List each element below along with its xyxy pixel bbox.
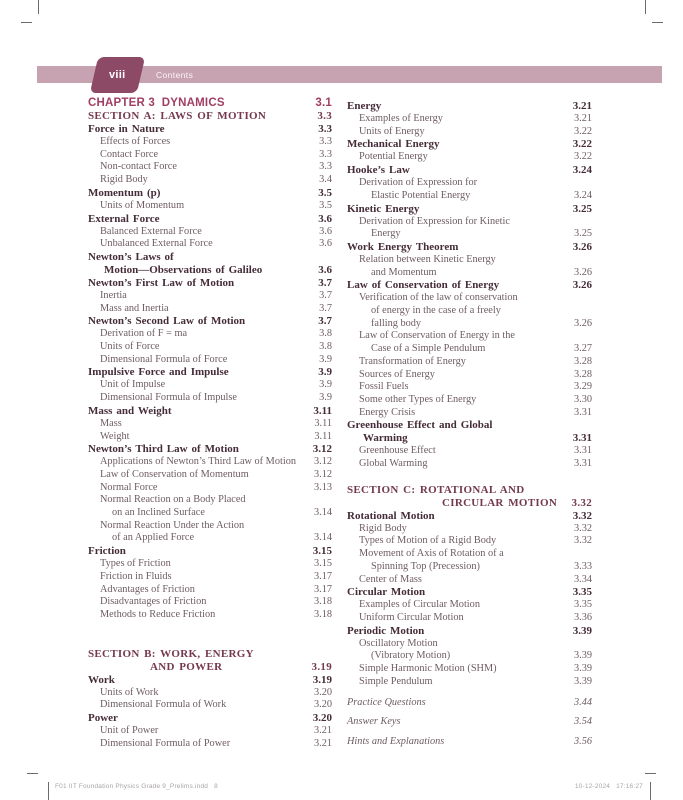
crop-mark <box>652 22 663 23</box>
toc-entry-label: Global Warming <box>359 458 428 470</box>
toc-entry <box>347 510 592 523</box>
toc-entry-page: 3.6 <box>318 263 332 276</box>
toc-entry-label: CHAPTER 3 DYNAMICS <box>88 97 225 109</box>
toc-entry-page: 3.9 <box>319 392 332 404</box>
toc-entry-page: 3.17 <box>313 570 332 582</box>
footer-filename: F01 IIT Foundation Physics Grade 9_Prelims.indd 8 <box>55 783 218 790</box>
toc-entry-label: Kinetic Energy <box>347 202 420 215</box>
toc-entry-label: Units of Work <box>100 686 159 698</box>
toc-entry-label: Hooke’s Law <box>347 164 410 177</box>
toc-entry <box>347 138 592 151</box>
toc-entry-page: 3.3 <box>319 136 332 147</box>
toc-entry <box>88 366 332 379</box>
toc-entry-label: Law of Conservation of Momentum <box>100 468 249 480</box>
toc-entry-page: 3.18 <box>313 596 332 608</box>
toc-entry <box>88 264 332 277</box>
toc-entry-label: Elastic Potential Energy <box>371 189 471 201</box>
toc-entry-page: 3.19 <box>311 660 332 673</box>
toc-entry-label: Effects of Forces <box>100 136 171 147</box>
toc-entry-label: Verification of the law of conservation <box>359 292 518 304</box>
toc-entry-page: 3.35 <box>573 599 592 611</box>
toc-entry-label: Dimensional Formula of Work <box>100 699 227 711</box>
toc-entry-page: 3.12 <box>313 456 332 468</box>
toc-entry <box>347 254 592 267</box>
toc-entry <box>347 676 592 689</box>
toc-entry <box>347 305 592 318</box>
toc-entry-label: Warming <box>363 432 408 445</box>
toc-entry <box>347 369 592 382</box>
toc-entry-label: Dimensional Formula of Impulse <box>100 392 237 404</box>
toc-entry-page: 3.20 <box>313 686 332 698</box>
toc-entry-label: Motion—Observations of Galileo <box>104 263 263 276</box>
page-number-tab <box>90 57 145 93</box>
toc-entry-label: AND POWER <box>150 660 223 673</box>
toc-entry <box>347 638 592 651</box>
toc-entry-label: Circular Motion <box>347 586 426 599</box>
toc-entry <box>88 238 332 251</box>
toc-entry-label: Spinning Top (Precession) <box>371 560 480 572</box>
toc-entry-label: Unit of Power <box>100 725 159 737</box>
toc-entry <box>347 216 592 229</box>
toc-entry-page: 3.31 <box>573 458 592 470</box>
toc-entry <box>88 558 332 571</box>
toc-entry-label: Simple Pendulum <box>359 675 433 687</box>
toc-entry <box>88 187 332 200</box>
toc-entry-page: 3.7 <box>319 289 332 301</box>
toc-entry <box>347 523 592 536</box>
toc-entry-label: Derivation of F = ma <box>100 328 188 340</box>
toc-entry-page: 3.31 <box>573 406 592 418</box>
toc-entry <box>347 190 592 203</box>
toc-entry-page: 3.14 <box>313 532 332 544</box>
crop-mark <box>27 773 38 774</box>
toc-entry <box>347 458 592 471</box>
toc-entry-label: and Momentum <box>371 266 437 278</box>
toc-entry-label: Derivation of Expression for <box>359 177 478 189</box>
toc-entry-label: Units of Energy <box>359 125 425 137</box>
toc-entry-label: Greenhouse Effect and Global <box>347 419 493 432</box>
toc-entry-page: 3.19 <box>312 673 332 686</box>
toc-entry-label: Unbalanced External Force <box>100 238 213 250</box>
toc-entry <box>88 149 332 162</box>
toc-entry-page: 3.3 <box>319 148 332 160</box>
toc-entry-page: 3.6 <box>319 225 332 237</box>
toc-entry <box>347 586 592 599</box>
toc-entry <box>347 177 592 190</box>
toc-entry <box>347 164 592 177</box>
toc-entry <box>88 303 332 316</box>
toc-entry <box>88 97 332 110</box>
toc-entry-page: 3.20 <box>313 699 332 711</box>
toc-entry <box>88 315 332 328</box>
toc-entry-page: 3.36 <box>573 611 592 623</box>
toc-entry-label: Friction in Fluids <box>100 570 172 582</box>
toc-entry-label: Types of Friction <box>100 558 171 570</box>
toc-entry-page: 3.18 <box>313 608 332 620</box>
toc-entry-page: 3.25 <box>572 202 592 215</box>
toc-entry <box>347 228 592 241</box>
toc-entry-page: 3.56 <box>573 735 592 747</box>
toc-entry-label: Types of Motion of a Rigid Body <box>359 535 497 547</box>
toc-entry-label: Law of Conservation of Energy <box>347 279 500 292</box>
toc-entry <box>347 356 592 369</box>
toc-entry-label: Rigid Body <box>359 522 407 534</box>
toc-entry-page: 3.21 <box>573 113 592 124</box>
toc-entry-label: Contact Force <box>100 148 159 160</box>
toc-entry <box>347 279 592 292</box>
toc-entry-page: 3.6 <box>318 212 332 225</box>
toc-entry-label: Energy <box>347 100 382 112</box>
toc-entry <box>347 203 592 216</box>
toc-entry-label: Movement of Axis of Rotation of a <box>359 548 504 560</box>
toc-entry-label: falling body <box>371 317 422 329</box>
toc-entry-label: Potential Energy <box>359 151 428 163</box>
toc-entry-page: 3.15 <box>313 558 332 570</box>
toc-entry <box>347 343 592 356</box>
toc-entry-label: (Vibratory Motion) <box>371 650 451 662</box>
toc-entry <box>347 151 592 164</box>
toc-entry-page: 3.21 <box>313 725 332 737</box>
toc-entry-label: Dimensional Formula of Force <box>100 353 228 365</box>
toc-entry <box>347 407 592 420</box>
toc-entry <box>347 484 592 497</box>
toc-entry-page: 3.7 <box>318 276 332 289</box>
toc-entry-label: Transformation of Energy <box>359 355 466 367</box>
toc-entry-page: 3.12 <box>312 443 332 456</box>
toc-entry-label: Energy <box>371 228 401 240</box>
toc-entry-label: Center of Mass <box>359 573 422 585</box>
toc-entry-page: 3.12 <box>313 468 332 480</box>
toc-entry-page: 3.26 <box>573 266 592 278</box>
toc-entry <box>88 354 332 367</box>
toc-entry-page: 3.31 <box>573 445 592 457</box>
toc-entry-page: 3.33 <box>573 560 592 572</box>
toc-entry <box>347 432 592 445</box>
toc-entry <box>88 687 332 700</box>
toc-entry-page: 3.11 <box>314 417 332 429</box>
toc-entry-page: 3.32 <box>572 509 592 522</box>
crop-mark <box>21 22 32 23</box>
toc-entry-page: 3.39 <box>573 663 592 675</box>
toc-entry-label: Impulsive Force and Impulse <box>88 366 229 379</box>
toc-entry-page: 3.35 <box>572 586 592 599</box>
crop-mark <box>645 0 646 14</box>
toc-entry <box>347 561 592 574</box>
toc-entry-label: Weight <box>100 430 130 442</box>
toc-entry-label: Derivation of Expression for Kinetic <box>359 215 510 227</box>
toc-entry-page: 3.39 <box>573 675 592 687</box>
toc-entry-page: 3.11 <box>314 430 332 442</box>
toc-entry-page: 3.39 <box>572 624 592 637</box>
footer-timestamp: 10-12-2024 17:16:27 <box>574 783 643 790</box>
toc-entry-page: 3.31 <box>572 432 592 445</box>
toc-entry <box>88 431 332 444</box>
toc-entry <box>88 532 332 545</box>
toc-entry <box>88 507 332 520</box>
toc-entry <box>88 277 332 290</box>
toc-entry-label: Sources of Energy <box>359 368 435 380</box>
toc-entry <box>347 445 592 458</box>
toc-entry-label: Greenhouse Effect <box>359 445 436 457</box>
toc-entry <box>88 405 332 418</box>
toc-entry-page: 3.9 <box>318 366 332 379</box>
toc-entry-label: on an Inclined Surface <box>112 507 205 519</box>
toc-entry-page: 3.5 <box>319 199 332 211</box>
toc-entry <box>347 267 592 280</box>
toc-entry <box>88 661 332 674</box>
toc-entry <box>88 545 332 558</box>
toc-entry-label: SECTION A: LAWS OF MOTION <box>88 110 267 122</box>
toc-entry <box>88 226 332 239</box>
toc-entry-page: 3.22 <box>573 125 592 137</box>
toc-entry-label: Periodic Motion <box>347 624 425 637</box>
toc-entry <box>88 379 332 392</box>
toc-entry <box>88 328 332 341</box>
toc-column-right <box>347 100 592 749</box>
toc-entry-label: Some other Types of Energy <box>359 393 477 405</box>
toc-entry-label: Units of Force <box>100 341 160 353</box>
toc-entry-page: 3.22 <box>573 151 592 163</box>
toc-column-left <box>88 97 332 751</box>
toc-entry <box>88 456 332 469</box>
crop-mark <box>38 0 39 14</box>
toc-entry-page: 3.13 <box>313 481 332 493</box>
toc-entry <box>347 697 592 710</box>
page-number-label: viii <box>109 69 126 81</box>
toc-entry-label: Case of a Simple Pendulum <box>371 343 486 355</box>
toc-entry-page: 3.30 <box>573 393 592 405</box>
toc-entry <box>347 716 592 729</box>
toc-entry <box>88 469 332 482</box>
toc-entry-page: 3.4 <box>319 174 332 186</box>
toc-entry-label: Oscillatory Motion <box>359 637 438 649</box>
toc-entry <box>347 663 592 676</box>
crop-mark <box>645 773 656 774</box>
toc-entry <box>347 394 592 407</box>
toc-entry-page: 3.6 <box>319 238 332 250</box>
toc-entry-label: Newton’s Third Law of Motion <box>88 443 239 456</box>
toc-entry <box>88 738 332 751</box>
toc-entry-label: Fossil Fuels <box>359 381 409 393</box>
toc-entry <box>88 699 332 712</box>
toc-entry <box>88 674 332 687</box>
toc-entry <box>88 520 332 533</box>
toc-entry <box>88 213 332 226</box>
toc-entry <box>347 241 592 254</box>
toc-entry-label: Advantages of Friction <box>100 583 195 595</box>
toc-entry <box>88 584 332 597</box>
toc-entry-label: Disadvantages of Friction <box>100 596 207 608</box>
toc-entry-label: Unit of Impulse <box>100 379 166 391</box>
toc-entry-label: Normal Reaction on a Body Placed <box>100 494 246 506</box>
toc-entry-page: 3.29 <box>573 381 592 393</box>
toc-entry <box>347 625 592 638</box>
toc-entry-label: Rotational Motion <box>347 509 435 522</box>
toc-entry <box>88 123 332 136</box>
toc-entry-page: 3.11 <box>313 404 332 417</box>
toc-entry-label: Units of Momentum <box>100 199 185 211</box>
toc-entry-label: Work Energy Theorem <box>347 240 459 253</box>
toc-entry <box>347 612 592 625</box>
toc-entry-page: 3.9 <box>319 379 332 391</box>
toc-entry-page: 3.17 <box>313 583 332 595</box>
toc-entry-label: Simple Harmonic Motion (SHM) <box>359 663 497 675</box>
toc-entry-label: Examples of Energy <box>359 113 443 124</box>
toc-entry <box>88 341 332 354</box>
toc-entry-label: Inertia <box>100 289 127 301</box>
toc-entry-label: Balanced External Force <box>100 225 202 237</box>
toc-entry-label: Newton’s First Law of Motion <box>88 276 235 289</box>
toc-entry <box>88 251 332 264</box>
toc-entry-page: 3.7 <box>318 315 332 328</box>
toc-entry <box>88 596 332 609</box>
toc-entry-label: Mass and Inertia <box>100 302 169 314</box>
toc-entry <box>347 381 592 394</box>
toc-entry-page: 3.32 <box>573 522 592 534</box>
toc-entry-page: 3.44 <box>573 696 592 708</box>
toc-entry <box>347 419 592 432</box>
toc-entry-label: Friction <box>88 545 126 558</box>
toc-entry-label: Examples of Circular Motion <box>359 599 480 611</box>
toc-entry <box>347 736 592 749</box>
toc-entry-label: Applications of Newton’s Third Law of Motion <box>100 456 296 468</box>
toc-entry-label: Hints and Explanations <box>347 735 445 747</box>
toc-entry-page: 3.9 <box>319 353 332 365</box>
toc-entry <box>88 418 332 431</box>
toc-entry-label: Methods to Reduce Friction <box>100 608 216 620</box>
toc-entry-page: 3.3 <box>319 161 332 173</box>
toc-entry-label: Energy Crisis <box>359 406 416 418</box>
toc-entry-page: 3.26 <box>572 240 592 253</box>
toc-entry <box>347 126 592 139</box>
toc-entry <box>88 482 332 495</box>
toc-entry <box>88 443 332 456</box>
toc-entry-label: Mass and Weight <box>88 404 172 417</box>
toc-entry-page: 3.21 <box>572 100 592 112</box>
toc-entry-label: Work <box>88 673 115 686</box>
toc-entry-label: Dimensional Formula of Power <box>100 737 231 749</box>
toc-entry-label: Normal Reaction Under the Action <box>100 519 245 531</box>
toc-entry-label: Uniform Circular Motion <box>359 611 464 623</box>
toc-entry-label: Practice Questions <box>347 696 426 708</box>
toc-entry <box>347 100 592 113</box>
toc-entry <box>88 494 332 507</box>
toc-entry <box>88 110 332 123</box>
toc-entry-label: SECTION B: WORK, ENERGY <box>88 647 254 660</box>
toc-entry-page: 3.1 <box>315 97 332 109</box>
toc-entry-label: of an Applied Force <box>112 532 195 544</box>
toc-entry-page: 3.26 <box>572 279 592 292</box>
toc-entry-label: Power <box>88 712 118 725</box>
toc-entry-label: Momentum (p) <box>88 186 161 199</box>
toc-entry-page: 3.27 <box>573 343 592 355</box>
toc-entry-label: Non-contact Force <box>100 161 177 173</box>
toc-entry <box>88 161 332 174</box>
toc-entry-page: 3.15 <box>312 545 332 558</box>
toc-entry-page: 3.24 <box>573 189 592 201</box>
toc-entry <box>347 535 592 548</box>
toc-entry <box>347 318 592 331</box>
toc-entry-page: 3.32 <box>571 496 592 509</box>
toc-entry <box>88 290 332 303</box>
toc-entry-page: 3.20 <box>312 712 332 725</box>
toc-entry <box>88 136 332 149</box>
toc-entry <box>88 571 332 584</box>
toc-entry-page: 3.39 <box>573 650 592 662</box>
toc-entry-page: 3.3 <box>317 110 332 122</box>
toc-entry-page: 3.54 <box>573 716 592 728</box>
toc-entry-label: Mass <box>100 417 122 429</box>
toc-entry <box>88 609 332 622</box>
toc-entry-page: 3.25 <box>573 228 592 240</box>
toc-entry-label: SECTION C: ROTATIONAL AND <box>347 483 525 496</box>
toc-entry-page: 3.28 <box>573 368 592 380</box>
toc-entry-page: 3.8 <box>319 328 332 340</box>
toc-entry-page: 3.34 <box>573 573 592 585</box>
toc-entry <box>347 330 592 343</box>
toc-entry <box>347 292 592 305</box>
toc-entry <box>347 113 592 126</box>
toc-entry-label: of energy in the case of a freely <box>371 305 501 317</box>
toc-entry-page: 3.26 <box>573 317 592 329</box>
toc-entry-page: 3.7 <box>319 302 332 314</box>
toc-entry <box>88 174 332 187</box>
toc-entry-label: Force in Nature <box>88 123 165 135</box>
toc-entry-page: 3.5 <box>318 186 332 199</box>
toc-entry <box>88 725 332 738</box>
toc-entry-label: Newton’s Second Law of Motion <box>88 315 246 328</box>
toc-entry-label: Normal Force <box>100 481 158 493</box>
toc-entry-page: 3.28 <box>573 355 592 367</box>
toc-entry <box>88 200 332 213</box>
toc-entry-page: 3.32 <box>573 535 592 547</box>
toc-entry-page: 3.21 <box>313 737 332 749</box>
toc-entry-label: Rigid Body <box>100 174 148 186</box>
toc-entry-label: Newton’s Laws of <box>88 250 174 263</box>
toc-entry-label: Relation between Kinetic Energy <box>359 253 496 265</box>
toc-entry <box>347 599 592 612</box>
toc-entry-label: Answer Keys <box>347 716 401 728</box>
toc-entry-label: CIRCULAR MOTION <box>442 496 558 509</box>
toc-entry <box>347 497 592 510</box>
toc-entry <box>347 574 592 587</box>
toc-entry-page: 3.3 <box>318 123 332 135</box>
toc-entry-label: Law of Conservation of Energy in the <box>359 330 515 342</box>
toc-entry <box>88 392 332 405</box>
crop-mark <box>48 782 49 800</box>
toc-entry <box>88 712 332 725</box>
toc-entry <box>347 548 592 561</box>
header-title: Contents <box>156 70 194 80</box>
toc-entry-page: 3.22 <box>572 138 592 151</box>
toc-entry-label: External Force <box>88 212 160 225</box>
crop-mark <box>650 782 651 800</box>
toc-entry-page: 3.24 <box>572 164 592 177</box>
toc-entry <box>88 648 332 661</box>
toc-entry-page: 3.14 <box>313 507 332 519</box>
toc-entry <box>347 650 592 663</box>
toc-entry-page: 3.8 <box>319 341 332 353</box>
toc-entry-label: Mechanical Energy <box>347 138 440 151</box>
